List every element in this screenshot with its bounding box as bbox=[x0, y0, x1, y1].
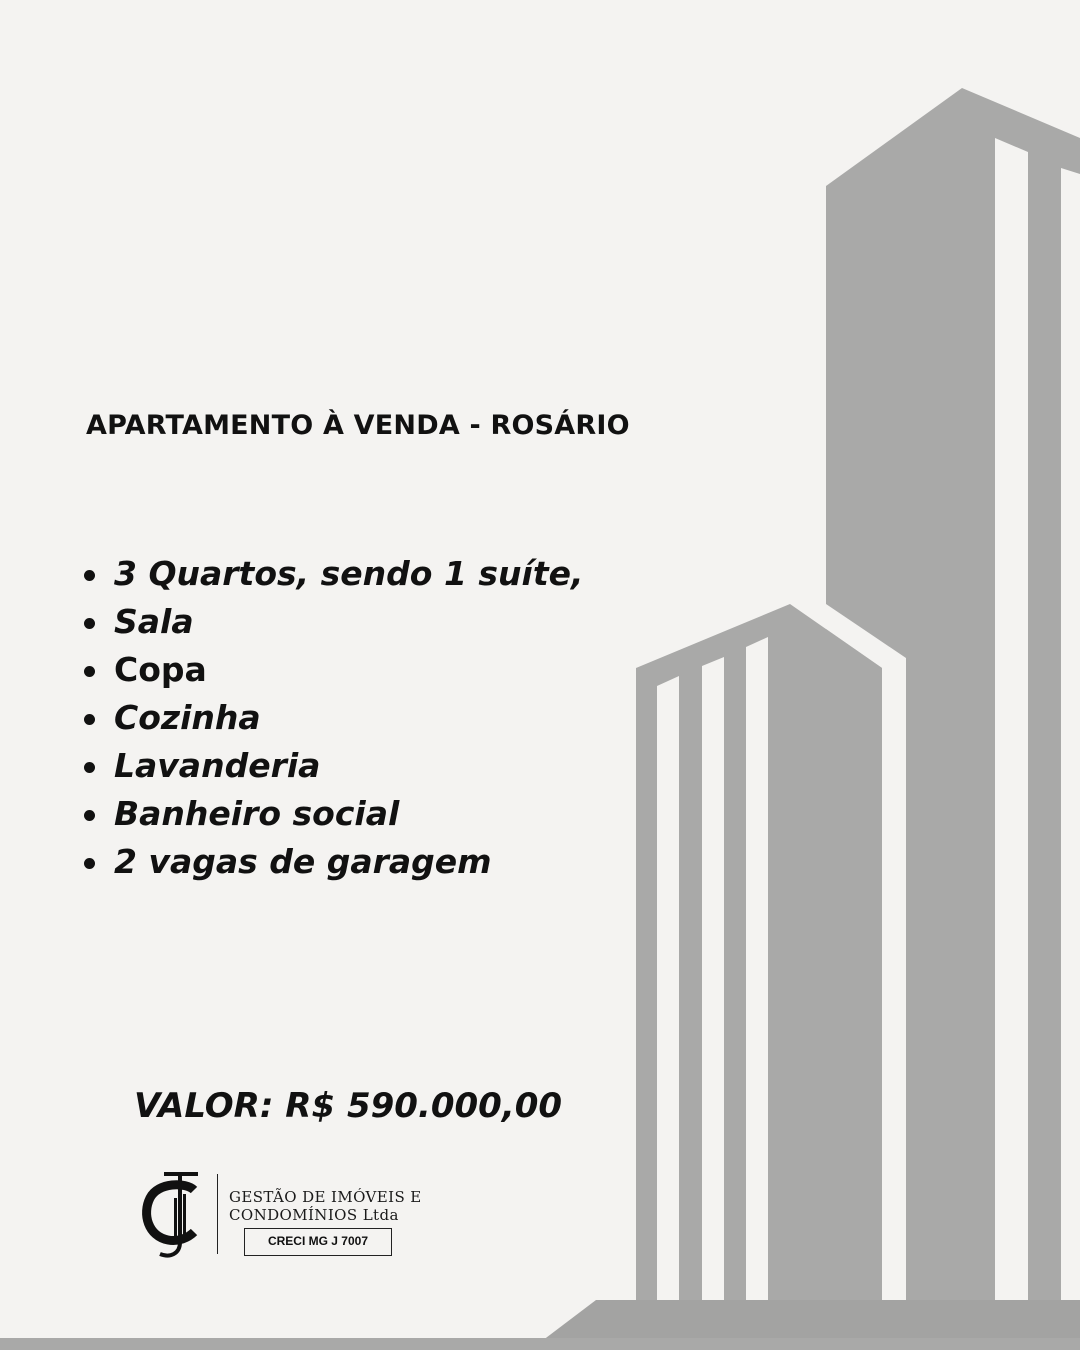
listing-title: APARTAMENTO À VENDA - ROSÁRIO bbox=[86, 410, 630, 441]
tall-building-window-1 bbox=[995, 138, 1028, 1300]
license-badge: CRECI MG J 7007 bbox=[244, 1228, 392, 1256]
feature-item-cozinha bbox=[80, 694, 584, 742]
jc-monogram-icon bbox=[140, 1168, 212, 1260]
bullet-icon bbox=[84, 714, 95, 725]
company-name bbox=[229, 1188, 422, 1224]
feature-label: 3 Quartos, sendo 1 suíte, bbox=[114, 554, 584, 593]
feature-label: Copa bbox=[114, 650, 207, 689]
feature-label: Sala bbox=[114, 602, 194, 641]
feature-item-quartos bbox=[80, 550, 584, 598]
bullet-icon bbox=[84, 666, 95, 677]
feature-list bbox=[80, 550, 584, 886]
bullet-icon bbox=[84, 618, 95, 629]
bullet-icon bbox=[84, 858, 95, 869]
feature-label: Banheiro social bbox=[114, 794, 400, 833]
feature-item-sala bbox=[80, 598, 584, 646]
short-building-window-3 bbox=[746, 637, 768, 1300]
ground-strip bbox=[0, 1338, 1080, 1350]
company-logo bbox=[140, 1168, 430, 1260]
logo-divider bbox=[217, 1174, 218, 1254]
feature-label: Cozinha bbox=[114, 698, 261, 737]
company-name-line1: GESTÃO DE IMÓVEIS E bbox=[229, 1188, 422, 1206]
bullet-icon bbox=[84, 570, 95, 581]
feature-item-banheiro bbox=[80, 790, 584, 838]
feature-label: Lavanderia bbox=[114, 746, 321, 785]
feature-item-lavanderia bbox=[80, 742, 584, 790]
price-label: VALOR: R$ 590.000,00 bbox=[134, 1086, 563, 1126]
bullet-icon bbox=[84, 810, 95, 821]
company-name-line2: CONDOMÍNIOS Ltda bbox=[229, 1206, 399, 1224]
feature-item-garagem bbox=[80, 838, 584, 886]
tall-building-window-2 bbox=[1061, 168, 1080, 1300]
feature-label: 2 vagas de garagem bbox=[114, 842, 492, 881]
short-building-window-1 bbox=[657, 676, 679, 1300]
short-building-window-2 bbox=[702, 657, 724, 1300]
bullet-icon bbox=[84, 762, 95, 773]
feature-item-copa bbox=[80, 646, 584, 694]
